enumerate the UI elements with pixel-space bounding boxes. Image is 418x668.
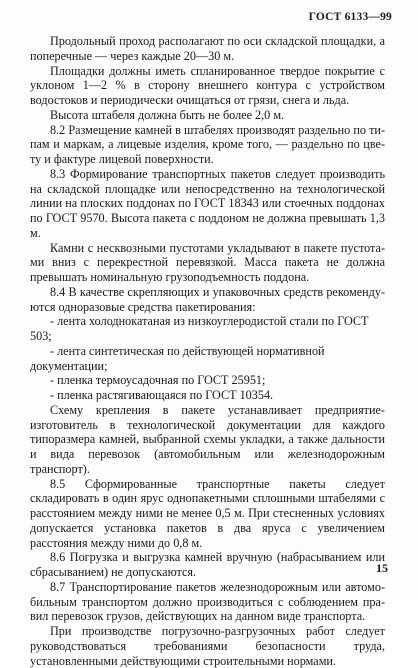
list-item-synthetic-tape: - лента синтетическая по действующей нормативной документации;	[30, 343, 325, 373]
document-code-header: ГОСТ 6133—99	[308, 11, 392, 23]
paragraph-8-3: 8.3 Формирование транспортных пакетов следует производить на складской площадке или непосредственно на технологической линии на плоских поддонах по ГОСТ 18343 или стоечных поддонах по ГОСТ 9570. Высота пакета с поддоном не должна превышать 1,3 м.	[30, 166, 385, 240]
paragraph-8-4: 8.4 В качестве скрепляющих и упаковочных средств рекомендуются одноразовые средства пакетирования:	[30, 284, 385, 314]
paragraph-8-6: 8.6 Погрузка и выгрузка камней вручную (набрасыванием или сбрасыванием) не допускаются.	[30, 550, 385, 579]
paragraph-safety: При производстве погрузочно-разгрузочных работ следует руководствоваться требованиями безопасности труда, установленными действующими строительными нормами.	[30, 624, 385, 668]
list-item-shrink-film: - пленка термоусадочная по ГОСТ 25951;	[50, 373, 266, 388]
paragraph-8-5: 8.5 Сформированные транспортные пакеты следует складировать в один ярус однопакетными сплошными штабелями с расстоянием между ними не менее 0,5 м. При стесненных условиях допускается установка пакетов в два яруса с увеличением расстояния между ними до 0,8 м.	[30, 476, 385, 550]
paragraph-site-surface: Площадки должны иметь спланированное твердое покрытие с уклоном 1—2 % в сторону внешнего контура с устройством водостоков и периодически очищаться от грязи, снега и льда.	[30, 63, 385, 107]
paragraph-8-7: 8.7 Транспортирование пакетов железнодорожным или автомобильным транспортом должно производиться с соблюдением правил перевозок грузов, действующих на данном виде транспорта.	[30, 579, 385, 624]
page-number: 15	[376, 561, 388, 575]
list-item-stretch-film: - пленка растягивающаяся по ГОСТ 10354.	[50, 388, 274, 402]
paragraph-fastening-scheme: Схему крепления в пакете устанавливает предприятие-изготовитель в технологической документации для каждого типоразмера камней, выбранной схемы укладки, а также дальности и вида перевозок (автомобильным или железнодорожным транспорт).	[30, 402, 385, 476]
paragraph-8-2: 8.2 Размещение камней в штабелях производят раздельно по типам и маркам, а лицевые изделия, кроме того, — раздельно по цвету и фактуре лицевой поверхности.	[30, 122, 385, 166]
document-body	[30, 34, 385, 668]
paragraph-passage-layout: Продольный проход располагают по оси складской площадки, а поперечные — через каждые 20—30 м.	[30, 34, 385, 63]
list-item-steel-tape: - лента холоднокатаная из низкоуглеродистой стали по ГОСТ 503;	[30, 314, 369, 343]
paragraph-stack-height: Высота штабеля должна быть не более 2,0 м.	[50, 107, 285, 122]
paragraph-hollow-stones: Камни с несквозными пустотами укладывают в пакете пустотами вниз с перекрестной перевязкой. Масса пакета не должна превышать номинальную грузоподъемность поддона.	[30, 240, 385, 284]
